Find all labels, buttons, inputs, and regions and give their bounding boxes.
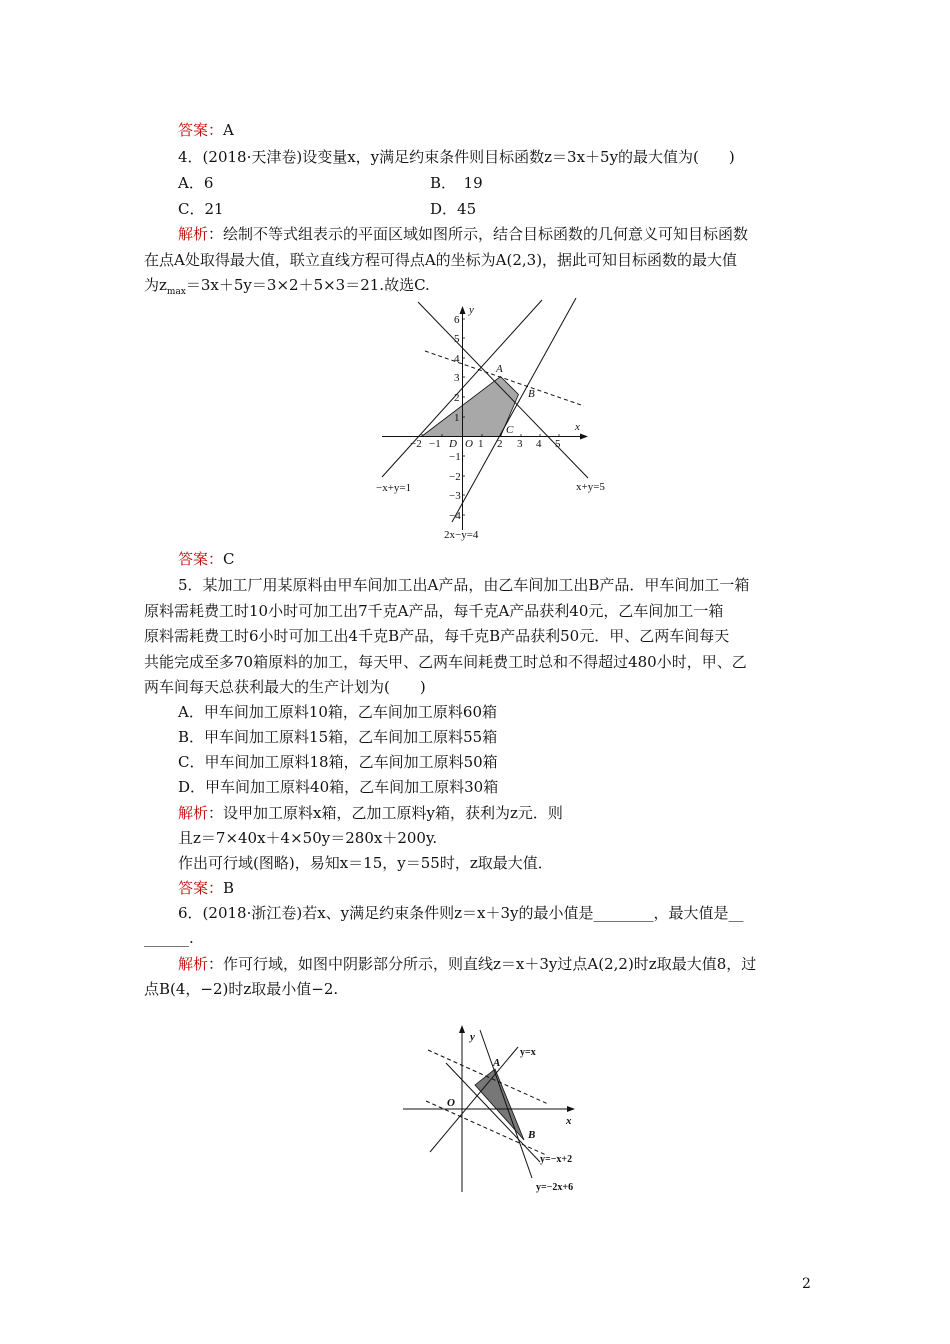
q4-option-c: C．21 <box>178 200 224 218</box>
answer-label: 答案： <box>178 121 224 139</box>
y-tick-label: 5 <box>454 333 460 345</box>
q5-option-c: C．甲车间加工原料18箱，乙车间加工原料50箱 <box>178 753 498 771</box>
y-tick-label: −2 <box>449 471 461 483</box>
q6-feasible-region-figure <box>395 1010 595 1195</box>
analysis-text: 为z <box>144 276 167 294</box>
x-tick-label: −1 <box>429 438 441 450</box>
line-label-2x-minus-y-eq-4: 2x−y=4 <box>444 529 479 541</box>
line-x-plus-y-eq-5 <box>418 302 588 478</box>
point-d-label: D <box>449 438 457 450</box>
origin-label: O <box>465 438 473 450</box>
x-tick-label: 4 <box>536 438 542 450</box>
answer-value: B <box>223 879 235 897</box>
line-label-y-eq-x: y=x <box>520 1047 536 1058</box>
q5-stem-line-4: 共能完成至多70箱原料的加工，每天甲、乙两车间耗费工时总和不得超过480小时，甲、乙 <box>144 653 747 671</box>
line-label-x-plus-y-eq-5: x+y=5 <box>576 481 605 493</box>
y-axis-arrow-icon <box>460 306 466 314</box>
line-label-y-eq-neg-x-plus-2: y=−x+2 <box>540 1154 573 1165</box>
q4-analysis-line-2: 在点A处取得最大值，联立直线方程可得点A的坐标为A(2,3)，据此可知目标函数的最大值 <box>144 251 738 269</box>
y-tick-label: 2 <box>454 392 460 404</box>
x-axis-arrow-icon <box>567 1106 575 1112</box>
x-tick-label: 2 <box>497 438 503 450</box>
x-tick-label: 1 <box>478 438 484 450</box>
q4-analysis-line-1 <box>178 224 748 244</box>
y-tick-label: 6 <box>454 314 460 326</box>
q6-stem-line-1: 6．(2018·浙江卷)若x、y满足约束条件则z＝x＋3y的最小值是________，最大值是__ <box>178 904 744 922</box>
q5-stem-line-1: 5．某加工厂用某原料由甲车间加工出A产品，由乙车间加工出B产品．甲车间加工一箱 <box>178 576 750 594</box>
y-axis-arrow-icon <box>459 1025 465 1033</box>
q4-option-d: D．45 <box>430 200 477 218</box>
y-tick-label: 3 <box>454 372 460 384</box>
page-number: 2 <box>802 1276 811 1292</box>
q5-option-b: B．甲车间加工原料15箱，乙车间加工原料55箱 <box>178 728 498 746</box>
y-tick-label: −1 <box>449 451 461 463</box>
analysis-label: 解析 <box>178 955 209 973</box>
q6-analysis-line-1 <box>178 954 756 974</box>
q4-option-b: B． 19 <box>430 174 483 192</box>
q5-analysis-line-3: 作出可行域(图略)，易知x＝15，y＝55时，z取最大值． <box>178 854 553 872</box>
origin-label: O <box>447 1097 455 1109</box>
x-axis-arrow-icon <box>580 434 588 440</box>
answer-value: A <box>223 121 234 139</box>
q3-answer <box>178 120 234 140</box>
q4-feasible-region-figure <box>360 295 620 545</box>
line-label-neg-x-plus-y-eq-1: −x+y=1 <box>376 482 412 494</box>
analysis-text: ：作可行域，如图中阴影部分所示，则直线z＝x＋3y过点A(2,2)时z取最大值8，过 <box>208 955 757 973</box>
y-tick-label: 4 <box>454 353 460 365</box>
point-a-label: A <box>496 363 503 375</box>
q4-answer <box>178 549 235 569</box>
q4-stem: 4．(2018·天津卷)设变量x，y满足约束条件则目标函数z＝3x＋5y的最大值为( ) <box>178 148 735 166</box>
answer-label: 答案： <box>178 550 224 568</box>
point-b-label: B <box>528 388 535 400</box>
y-axis-label: y <box>470 1031 475 1043</box>
analysis-text: ：设甲加工原料x箱，乙加工原料y箱，获利为z元．则 <box>208 804 563 822</box>
q5-analysis-line-1 <box>178 803 563 823</box>
q5-stem-line-2: 原料需耗费工时10小时可加工出7千克A产品，每千克A产品获利40元，乙车间加工一箱 <box>144 602 724 620</box>
y-tick-label: −4 <box>449 510 461 522</box>
zmax-subscript: max <box>166 287 186 297</box>
q5-option-d: D．甲车间加工原料40箱，乙车间加工原料30箱 <box>178 778 499 796</box>
q6-analysis-line-2: 点B(4，−2)时z取最小值−2. <box>144 980 339 998</box>
q4-option-a: A．6 <box>178 174 214 192</box>
q5-stem-line-3: 原料需耗费工时6小时可加工出4千克B产品，每千克B产品获利50元．甲、乙两车间每天 <box>144 627 730 645</box>
q5-option-a: A．甲车间加工原料10箱，乙车间加工原料60箱 <box>178 703 498 721</box>
point-a-label: A <box>493 1057 501 1069</box>
x-tick-label: 3 <box>517 438 523 450</box>
x-tick-label: 5 <box>555 438 561 450</box>
x-axis-label: x <box>566 1115 572 1127</box>
q6-stem-line-2: ______. <box>144 929 194 947</box>
y-axis-label: y <box>469 304 474 316</box>
x-axis-label: x <box>575 421 580 433</box>
x-tick-label: −2 <box>410 438 422 450</box>
answer-label: 答案： <box>178 879 224 897</box>
analysis-text: ＝3x＋5y＝3×2＋5×3＝21.故选C. <box>185 276 430 294</box>
analysis-label: 解析 <box>178 225 209 243</box>
point-c-label: C <box>506 424 514 436</box>
analysis-text: ：绘制不等式组表示的平面区域如图所示，结合目标函数的几何意义可知目标函数 <box>208 225 749 243</box>
y-tick-label: −3 <box>449 490 461 502</box>
analysis-label: 解析 <box>178 804 209 822</box>
q5-analysis-line-2: 且z＝7×40x＋4×50y＝280x＋200y. <box>178 829 438 847</box>
q5-stem-line-5: 两车间每天总获利最大的生产计划为( ) <box>144 678 426 696</box>
q6-shaded-region <box>475 1069 524 1140</box>
q5-answer <box>178 878 234 898</box>
y-tick-label: 1 <box>454 412 460 424</box>
answer-value: C <box>223 550 235 568</box>
line-label-y-eq-neg-2x-plus-6: y=−2x+6 <box>536 1182 574 1193</box>
point-b-label: B <box>528 1129 536 1141</box>
